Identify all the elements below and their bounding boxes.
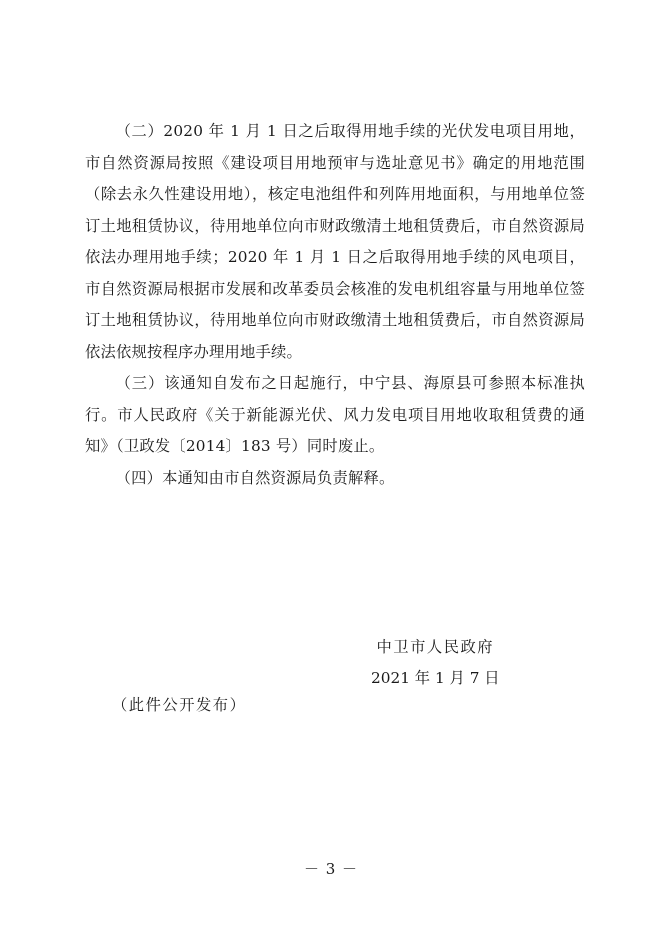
- paragraph-item-four: （四）本通知由市自然资源局负责解释。: [115, 468, 395, 487]
- publication-note: （此件公开发布）: [112, 696, 247, 714]
- paragraph-item-two: （二）2020 年 1 月 1 日之后取得用地手续的光伏发电项目用地，市自然资源局按照《建设项目用地预审与选址意见书》确定的用地范围（除去永久性建设用地），核定电池组件和列阵用地面积，与用地单位签订土地租赁协议，待用地单位向市财政缴清土地租赁费后，市自然资源局依法办理用地手续；2020 年 1 月 1 日之后取得用地手续的风电项目，市自然资源局根据市发展和改革委员会核准的发电机组容量与用地单位签订土地租赁协议，待用地单位向市财政缴清土地租赁费后，市自然资源局依法依规按程序办理用地手续。: [85, 122, 585, 361]
- page-number: － 3 －: [303, 860, 359, 878]
- signature-block: [371, 632, 500, 694]
- paragraph-item-three: （三）该通知自发布之日起施行，中宁县、海原县可参照本标准执行。市人民政府《关于新能源光伏、风力发电项目用地收取租赁费的通知》（卫政发〔2014〕183 号）同时废止。: [85, 374, 585, 455]
- issue-date: 2021 年 1 月 7 日: [371, 669, 500, 687]
- issuing-authority: 中卫市人民政府: [376, 638, 495, 656]
- body-text: [85, 116, 585, 494]
